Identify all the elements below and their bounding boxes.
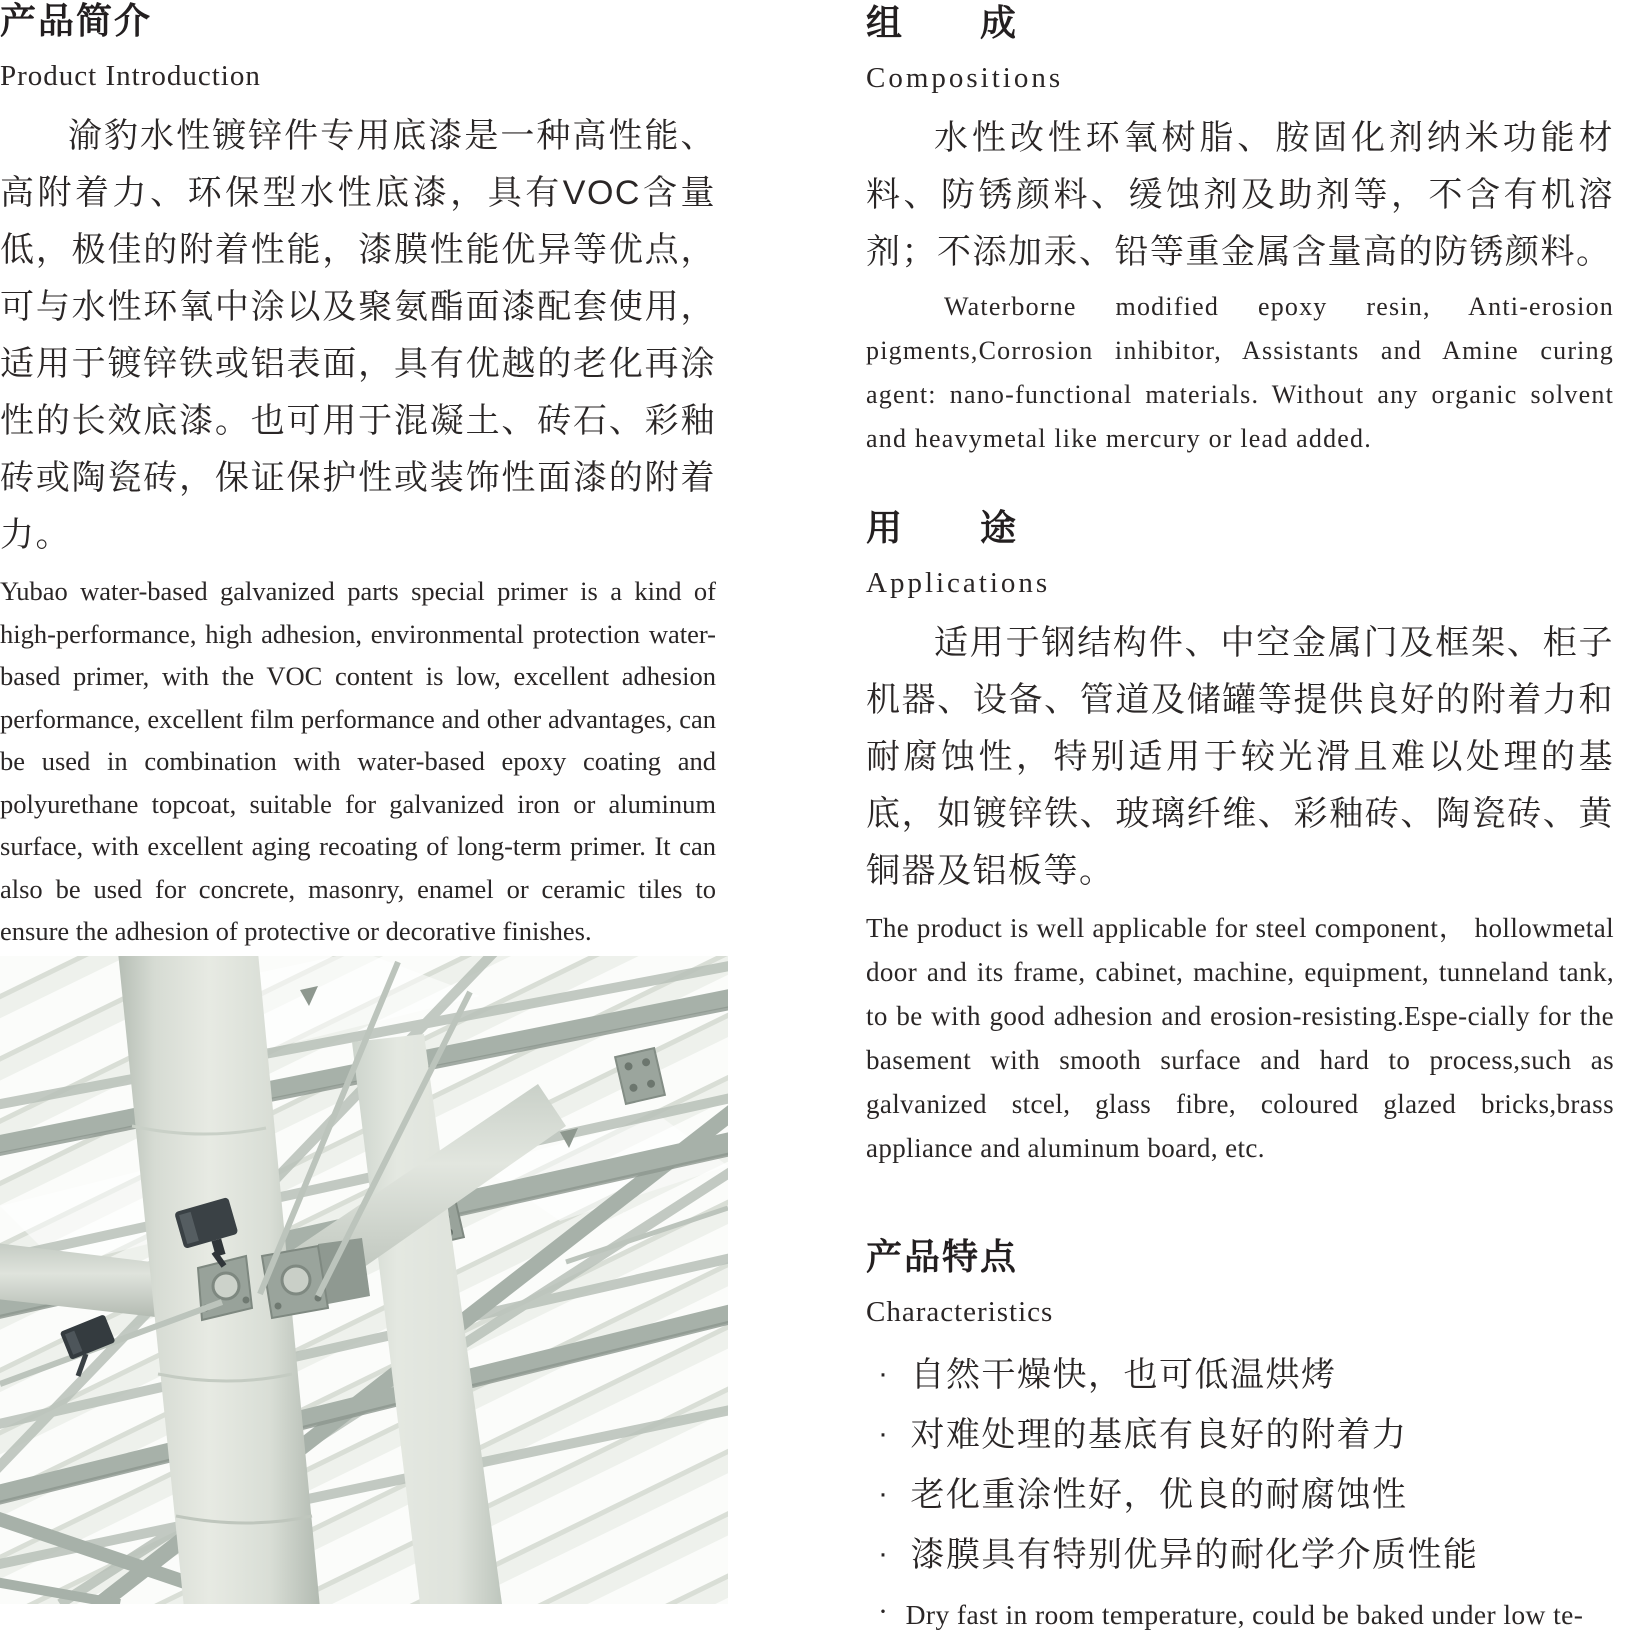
applications-title-zh: 用 途 xyxy=(866,508,1019,549)
characteristic-text: Dry fast in room temperature, could be baked under low te- xyxy=(905,1599,1584,1630)
bullet-icon: · xyxy=(878,1417,890,1450)
compositions-title-en: Compositions xyxy=(866,62,1064,94)
applications-body-en: The product is well applicable for steel component， hollowmetal door and its frame, cabinet, machine, equipment, tunneland tank, to be with good adhesion and erosion-resisting.Espe-cially for the basement with smooth surface and hard to process,such as galvanized stcel, glass fibre, coloured glazed bricks,brass appliance and aluminum board, etc. xyxy=(866,913,1614,1163)
intro-body-zh: 渝豹水性镀锌件专用底漆是一种高性能、高附着力、环保型水性底漆，具有VOC含量低，极佳的附着性能，漆膜性能优异等优点，可与水性环氧中涂以及聚氨酯面漆配套使用，适用于镀锌铁或铝表面，具有优越的老化再涂性的长效底漆。也可用于混凝土、砖石、彩釉砖或陶瓷砖，保证保护性或装饰性面漆的附着力。 xyxy=(0,117,716,554)
bullet-icon: · xyxy=(878,1477,890,1510)
characteristic-item xyxy=(878,1346,1614,1406)
applications-section xyxy=(866,507,1614,1170)
characteristics-list xyxy=(866,1346,1614,1640)
compositions-title-zh: 组 成 xyxy=(866,3,1019,44)
bullet-icon: · xyxy=(878,1357,890,1390)
applications-title-en: Applications xyxy=(866,567,1051,599)
intro-body-en: Yubao water-based galvanized parts special primer is a kind of high-performance, high adhesion, environmental protection water-based primer, with the VOC content is low, excellent adhesion performance, excellent film performance and other advantages, can be used in combination with water-based epoxy coating and polyurethane topcoat, suitable for galvanized iron or aluminum surface, with excellent aging recoating of long-term primer. It can also be used for concrete, masonry, enamel or ceramic tiles to ensure the adhesion of protective or decorative finishes. xyxy=(0,576,716,946)
compositions-body-en: Waterborne modified epoxy resin, Anti-erosion pigments,Corrosion inhibitor, Assistants and Amine curing agent: nano-functional materials. Without any organic solvent and heavymetal like mercury or lead added. xyxy=(866,292,1614,453)
steel-structure-illustration xyxy=(0,956,728,1604)
characteristic-item xyxy=(878,1526,1614,1586)
characteristic-item xyxy=(878,1586,1614,1640)
steel-structure-photo xyxy=(0,956,728,1604)
bullet-icon: · xyxy=(878,1537,890,1570)
applications-body-zh: 适用于钢结构件、中空金属门及框架、柜子机器、设备、管道及储罐等提供良好的附着力和耐腐蚀性，特别适用于较光滑且难以处理的基底，如镀锌铁、玻璃纤维、彩釉砖、陶瓷砖、黄铜器及铝板等。 xyxy=(866,624,1614,890)
intro-title-zh: 产品简介 xyxy=(0,1,153,42)
intro-section xyxy=(0,0,716,953)
characteristic-item xyxy=(878,1406,1614,1466)
characteristics-section xyxy=(866,1236,1614,1640)
bullet-icon: · xyxy=(878,1595,889,1628)
characteristic-text: 漆膜具有特别优异的耐化学介质性能 xyxy=(910,1536,1479,1574)
left-column xyxy=(0,0,716,953)
characteristic-text: 老化重涂性好，优良的耐腐蚀性 xyxy=(910,1476,1408,1514)
characteristic-text: 对难处理的基底有良好的附着力 xyxy=(910,1416,1408,1454)
characteristics-title-zh: 产品特点 xyxy=(866,1237,1019,1278)
compositions-body-zh: 水性改性环氧树脂、胺固化剂纳米功能材料、防锈颜料、缓蚀剂及助剂等，不含有机溶剂；不添加汞、铅等重金属含量高的防锈颜料。 xyxy=(866,119,1614,271)
characteristics-title-en: Characteristics xyxy=(866,1296,1054,1328)
characteristic-text: 自然干燥快，也可低温烘烤 xyxy=(910,1356,1337,1394)
compositions-section xyxy=(866,2,1614,461)
characteristic-item xyxy=(878,1466,1614,1526)
intro-title-en: Product Introduction xyxy=(0,60,261,92)
right-column xyxy=(866,0,1614,1640)
